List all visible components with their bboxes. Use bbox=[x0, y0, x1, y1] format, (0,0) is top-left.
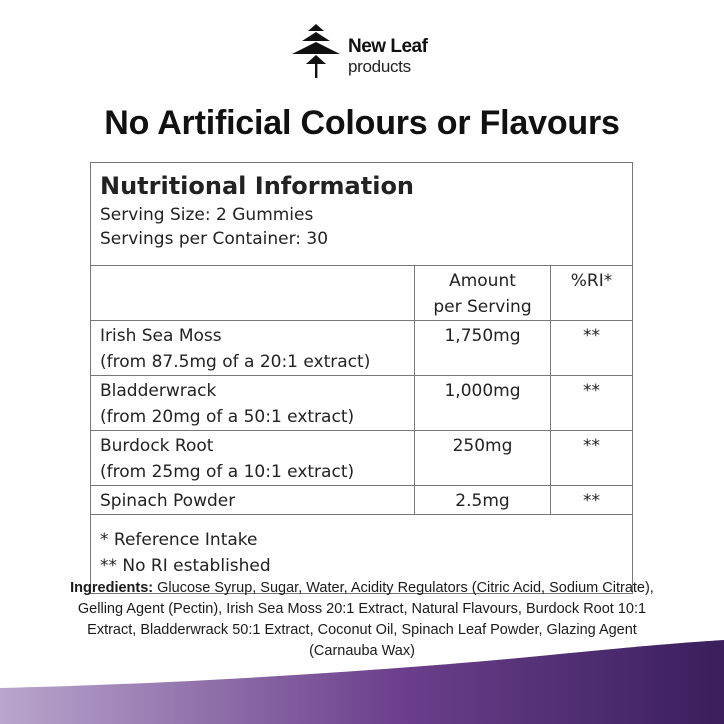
ingredient-ri: ** bbox=[551, 321, 633, 376]
column-header-ri: %RI* bbox=[551, 266, 633, 321]
decorative-wave bbox=[0, 630, 724, 724]
nutrition-header bbox=[91, 163, 633, 266]
ingredient-detail: (from 20mg of a 50:1 extract) bbox=[100, 407, 355, 427]
ingredient-name: Spinach Powder bbox=[100, 491, 236, 511]
nutrition-title: Nutritional Information bbox=[100, 172, 415, 200]
ingredient-name: Burdock Root bbox=[100, 436, 214, 456]
column-header-name bbox=[91, 266, 415, 321]
nutrition-table bbox=[90, 162, 633, 594]
page-title: No Artificial Colours or Flavours bbox=[104, 104, 620, 142]
ingredient-amount: 2.5mg bbox=[415, 486, 551, 515]
table-row bbox=[91, 431, 633, 486]
ingredient-name: Bladderwrack bbox=[100, 381, 217, 401]
column-header-amount: Amount per Serving bbox=[415, 266, 551, 321]
ingredient-detail: (from 87.5mg of a 20:1 extract) bbox=[100, 352, 371, 372]
ingredient-ri: ** bbox=[551, 486, 633, 515]
ingredient-amount: 250mg bbox=[415, 431, 551, 486]
leaf-tree-icon bbox=[290, 22, 342, 80]
footnote-reference-intake: * Reference Intake bbox=[100, 530, 258, 550]
brand-logo bbox=[290, 22, 450, 80]
ingredients-list: Glucose Syrup, Sugar, Water, Acidity Regulators (Citric Acid, Sodium Citrate), Gelling Agent (Pectin), Irish Sea Moss 20:1 Extract, Natural Flavours, Burdock Root 10:1 Extract, Bladderwrack 50:1 Extract, Coconut Oil, Spinach Leaf Powder, Glazing Agent (Carnauba Wax) bbox=[77, 580, 654, 659]
table-row bbox=[91, 486, 633, 515]
table-row bbox=[91, 376, 633, 431]
serving-size: Serving Size: 2 Gummies bbox=[100, 205, 314, 225]
footnote-no-ri: ** No RI established bbox=[100, 556, 271, 576]
ingredients-label: Ingredients: bbox=[70, 580, 154, 596]
table-row bbox=[91, 321, 633, 376]
ingredient-ri: ** bbox=[551, 376, 633, 431]
brand-subtitle: products bbox=[348, 57, 411, 76]
servings-per-container: Servings per Container: 30 bbox=[100, 229, 329, 249]
ingredient-name: Irish Sea Moss bbox=[100, 326, 222, 346]
ingredient-ri: ** bbox=[551, 431, 633, 486]
brand-name: New Leaf bbox=[348, 36, 428, 57]
column-header-row bbox=[91, 266, 633, 321]
ingredient-amount: 1,000mg bbox=[415, 376, 551, 431]
ingredient-detail: (from 25mg of a 10:1 extract) bbox=[100, 462, 355, 482]
ingredient-amount: 1,750mg bbox=[415, 321, 551, 376]
